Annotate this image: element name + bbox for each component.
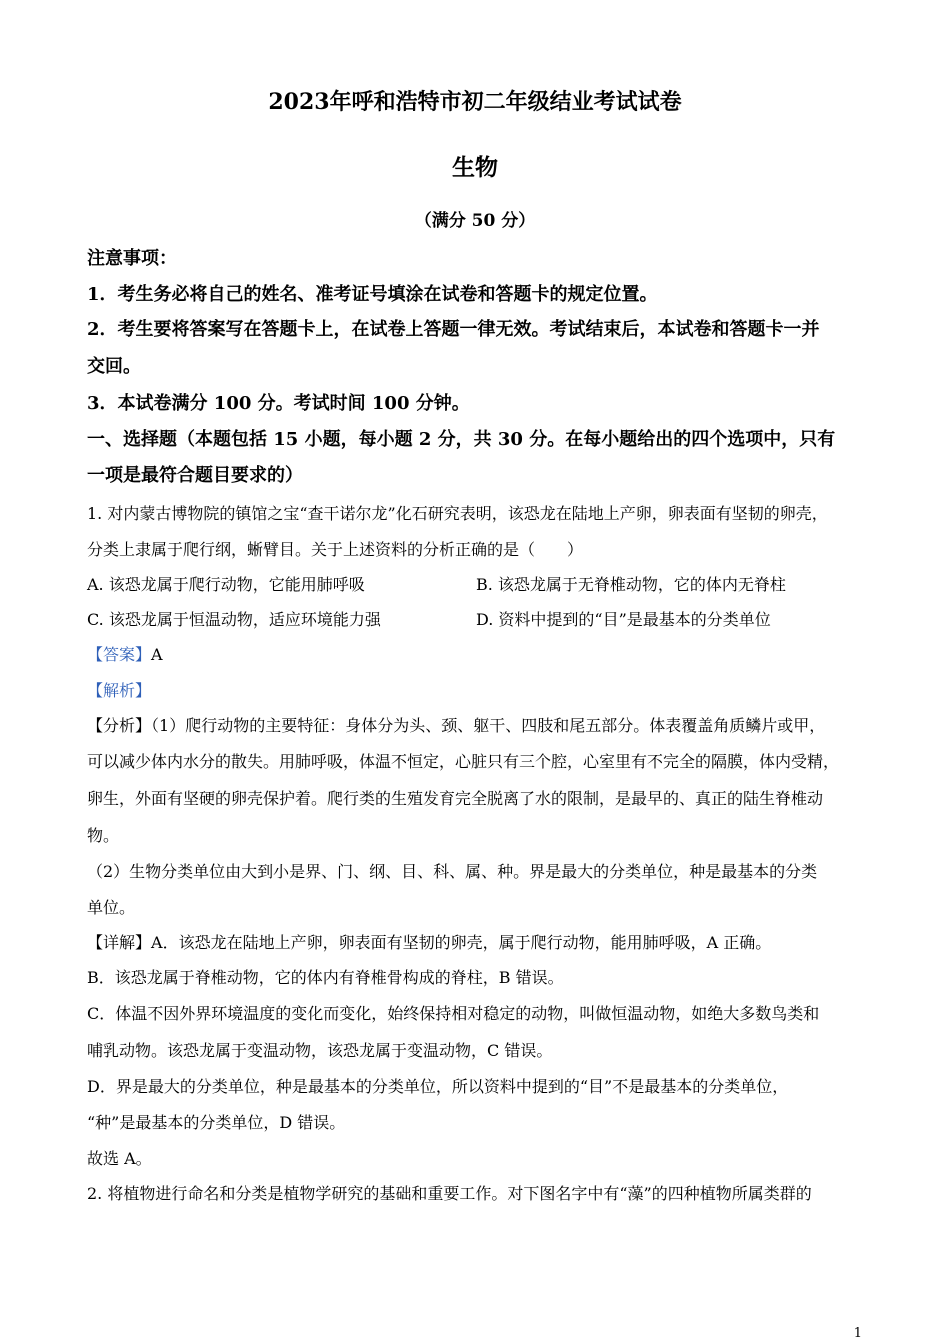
answer-line <box>87 645 163 665</box>
fenxi-2-line-1: （2）生物分类单位由大到小是界、门、纲、目、科、属、种。界是最大的分类单位，种是最基本的分类 <box>87 862 818 881</box>
page-title: 2023年呼和浩特市初二年级结业考试试卷 <box>268 89 682 115</box>
fenxi-line-3: 卵生，外面有坚硬的卵壳保护着。爬行类的生殖发育完全脱离了水的限制，是最早的、真正的陆生脊椎动 <box>87 789 824 808</box>
question-1-stem-line-2: 分类上隶属于爬行纲，蜥臂目。关于上述资料的分析正确的是（ ） <box>87 540 584 559</box>
section-heading-line-2: 一项是最符合题目要求的） <box>87 465 303 486</box>
fenxi-line-2: 可以减少体内水分的散失。用肺呼吸，体温不恒定，心脏只有三个腔，心室里有不完全的隔膜，体内受精， <box>87 752 840 771</box>
xiangjie-line-c-1: C．体温不因外界环境温度的变化而变化，始终保持相对稳定的动物，叫做恒温动物，如绝大多数鸟类和 <box>87 1004 820 1023</box>
notice-item-1: 1．考生务必将自己的姓名、准考证号填涂在试卷和答题卡的规定位置。 <box>87 284 658 305</box>
notice-heading: 注意事项： <box>87 248 177 269</box>
xiangjie-tag: 【详解】 <box>87 933 152 952</box>
xiangjie-line-b: B．该恐龙属于脊椎动物，它的体内有脊椎骨构成的脊柱，B 错误。 <box>87 968 564 987</box>
fenxi-line-4: 物。 <box>87 826 120 845</box>
page-number: 1 <box>853 1326 862 1341</box>
fenxi-2-line-2: 单位。 <box>87 898 136 917</box>
answer-tag: 【答案】 <box>87 645 152 664</box>
fenxi-line-1 <box>87 716 825 736</box>
conclusion: 故选 A。 <box>87 1149 152 1168</box>
xiangjie-line-d-2: “种”是最基本的分类单位，D 错误。 <box>87 1113 346 1132</box>
notice-item-2-line-2: 交回。 <box>87 356 141 377</box>
question-1-stem-line-1: 1. 对内蒙古博物院的镇馆之宝“查干诺尔龙”化石研究表明，该恐龙在陆地上产卵，卵表面有坚韧的卵壳， <box>87 504 828 523</box>
section-heading-line-1: 一、选择题（本题包括 15 小题，每小题 2 分，共 30 分。在每小题给出的四个选项中，只有 <box>87 429 836 450</box>
subject-title: 生物 <box>452 154 498 181</box>
xiangjie-line-a <box>87 933 771 953</box>
notice-item-3: 3．本试卷满分 100 分。考试时间 100 分钟。 <box>87 393 470 414</box>
xiangjie-text-a: A．该恐龙在陆地上产卵，卵表面有坚韧的卵壳，属于爬行动物，能用肺呼吸，A 正确。 <box>151 933 772 952</box>
option-b: B. 该恐龙属于无脊椎动物，它的体内无脊柱 <box>476 575 786 594</box>
fenxi-text-1: （1）爬行动物的主要特征：身体分为头、颈、躯干、四肢和尾五部分。体表覆盖角质鳞片或甲， <box>151 716 826 735</box>
fenxi-tag: 【分析】 <box>87 716 152 735</box>
option-a: A. 该恐龙属于爬行动物，它能用肺呼吸 <box>87 575 365 594</box>
answer-value: A <box>151 645 163 664</box>
xiangjie-line-c-2: 哺乳动物。该恐龙属于变温动物，该恐龙属于变温动物，C 错误。 <box>87 1041 553 1060</box>
notice-item-2-line-1: 2．考生要将答案写在答题卡上，在试卷上答题一律无效。考试结束后，本试卷和答题卡一并 <box>87 319 820 340</box>
analysis-tag: 【解析】 <box>87 681 152 700</box>
option-c: C. 该恐龙属于恒温动物，适应环境能力强 <box>87 610 381 629</box>
option-d: D. 资料中提到的“目”是最基本的分类单位 <box>476 610 771 629</box>
score-note: （满分 50 分） <box>414 211 536 231</box>
xiangjie-line-d-1: D．界是最大的分类单位，种是最基本的分类单位，所以资料中提到的“目”不是最基本的分类单位， <box>87 1077 789 1096</box>
question-2-stem-line-1: 2. 将植物进行命名和分类是植物学研究的基础和重要工作。对下图名字中有“藻”的四种植物所属类群的 <box>87 1184 812 1203</box>
